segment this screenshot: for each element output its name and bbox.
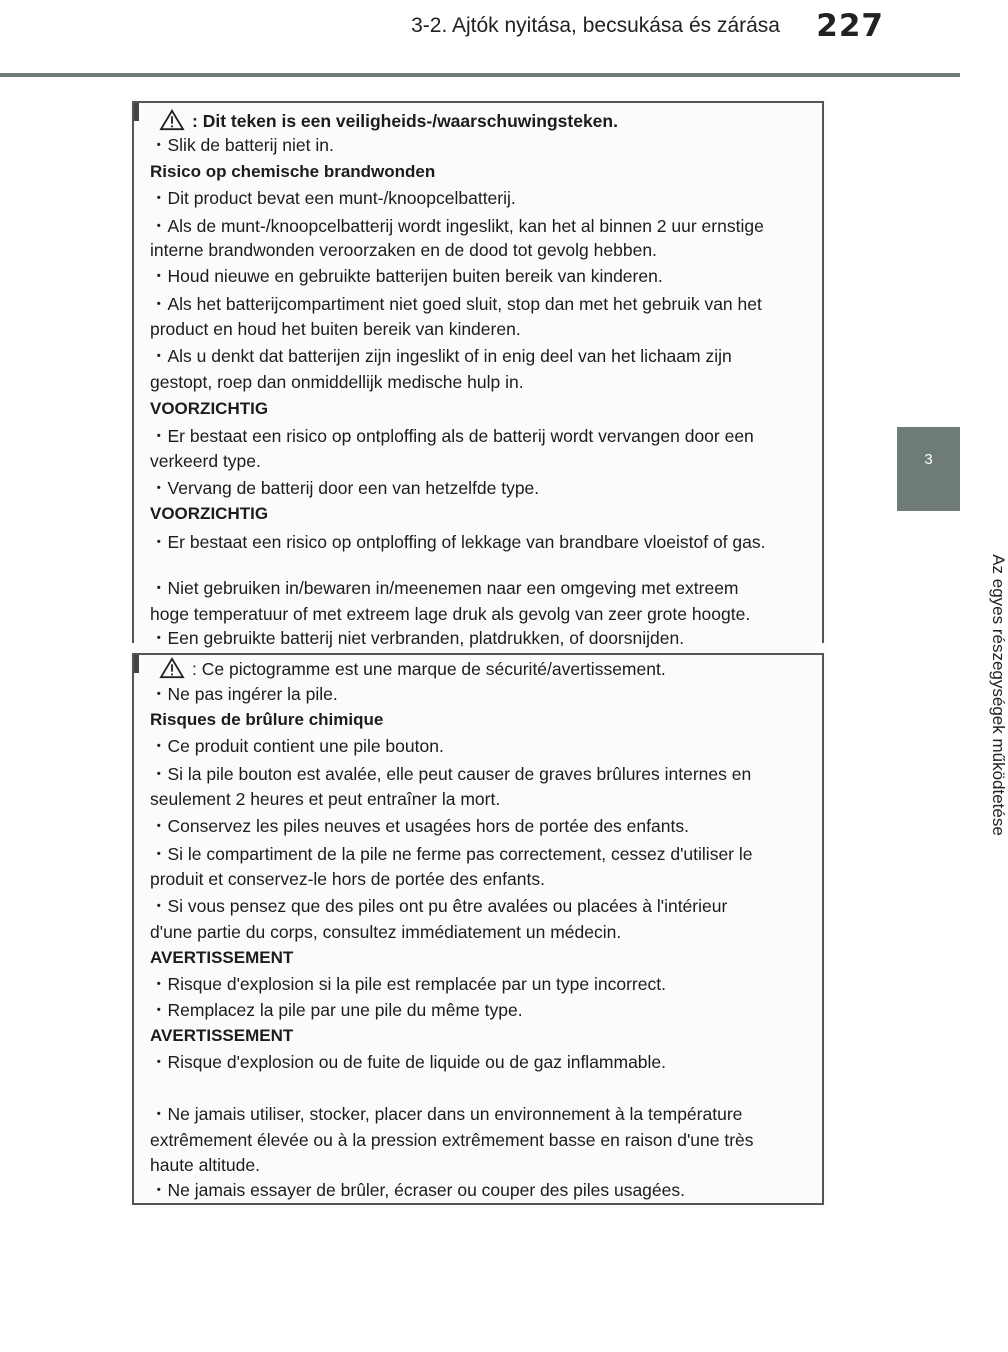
- symbol-line: [150, 657, 666, 680]
- page-number: 227: [816, 8, 884, 44]
- warning-heading: AVERTISSEMENT: [150, 948, 294, 967]
- text-line: ・Een gebruikte batterij niet verbranden, platdrukken, of doorsnijden.: [150, 628, 685, 648]
- text-line: ・Risque d'explosion si la pile est remplacée par un type incorrect.: [150, 974, 666, 994]
- panel-corner-mark: [134, 103, 139, 121]
- caution-heading: VOORZICHTIG: [150, 399, 269, 418]
- text-line: extrêmement élevée ou à la pression extrêmement basse en raison d'une très: [150, 1130, 754, 1150]
- warning-triangle-icon: [158, 657, 186, 679]
- text-line: ・Als de munt-/knoopcelbatterij wordt ingeslikt, kan het al binnen 2 uur ernstige: [150, 216, 764, 236]
- text-line: ・Houd nieuwe en gebruikte batterijen buiten bereik van kinderen.: [150, 266, 663, 286]
- text-line: ・Er bestaat een risico op ontploffing of lekkage van brandbare vloeistof of gas.: [150, 532, 766, 552]
- text-line: verkeerd type.: [150, 451, 261, 471]
- text-line: ・Si vous pensez que des piles ont pu être avalées ou placées à l'intérieur: [150, 896, 728, 916]
- text-line: interne brandwonden veroorzaken en de dood tot gevolg hebben.: [150, 240, 657, 260]
- text-line: ・Remplacez la pile par une pile du même type.: [150, 1000, 523, 1020]
- section-heading: Risico op chemische brandwonden: [150, 162, 436, 181]
- section-title: 3-2. Ajtók nyitása, becsukása és zárása: [411, 14, 780, 37]
- text-line: ・Niet gebruiken in/bewaren in/meenemen naar een omgeving met extreem: [150, 578, 739, 598]
- text-line: ・Als u denkt dat batterijen zijn ingeslikt of in enig deel van het lichaam zijn: [150, 346, 732, 366]
- text-line: ・Ce produit contient une pile bouton.: [150, 736, 444, 756]
- warning-heading: AVERTISSEMENT: [150, 1026, 294, 1045]
- text-line: product en houd het buiten bereik van kinderen.: [150, 319, 521, 339]
- dutch-warning-panel: [132, 101, 824, 648]
- text-line: ・Ne jamais essayer de brûler, écraser ou couper des piles usagées.: [150, 1180, 685, 1200]
- panel-corner-mark: [134, 655, 139, 673]
- section-heading: Risques de brûlure chimique: [150, 710, 384, 729]
- text-line: ・Conservez les piles neuves et usagées hors de portée des enfants.: [150, 816, 689, 836]
- caution-heading: VOORZICHTIG: [150, 504, 269, 523]
- symbol-description: : Dit teken is een veiligheids-/waarschuwingsteken.: [192, 111, 618, 131]
- chapter-tab[interactable]: [897, 427, 960, 511]
- symbol-line: [150, 109, 618, 132]
- text-line: ・Er bestaat een risico op ontploffing als de batterij wordt vervangen door een: [150, 426, 754, 446]
- symbol-description: : Ce pictogramme est une marque de sécurité/avertissement.: [192, 659, 666, 679]
- header-rule: [0, 73, 960, 77]
- text-line: haute altitude.: [150, 1155, 260, 1175]
- text-line: ・Slik de batterij niet in.: [150, 135, 334, 155]
- text-line: ・Als het batterijcompartiment niet goed sluit, stop dan met het gebruik van het: [150, 294, 762, 314]
- text-line: ・Risque d'explosion ou de fuite de liquide ou de gaz inflammable.: [150, 1052, 667, 1072]
- text-line: d'une partie du corps, consultez immédiatement un médecin.: [150, 922, 622, 942]
- text-line: hoge temperatuur of met extreem lage druk als gevolg van zeer grote hoogte.: [150, 604, 751, 624]
- text-line: ・Ne jamais utiliser, stocker, placer dans un environnement à la température: [150, 1104, 743, 1124]
- text-line: produit et conservez-le hors de portée des enfants.: [150, 869, 545, 889]
- text-line: ・Ne pas ingérer la pile.: [150, 684, 338, 704]
- text-line: ・Vervang de batterij door een van hetzelfde type.: [150, 478, 540, 498]
- text-line: ・Dit product bevat een munt-/knoopcelbatterij.: [150, 188, 516, 208]
- text-line: gestopt, roep dan onmiddellijk medische hulp in.: [150, 372, 524, 392]
- chapter-number: 3: [924, 451, 933, 468]
- text-line: ・Si le compartiment de la pile ne ferme pas correctement, cessez d'utiliser le: [150, 844, 753, 864]
- warning-triangle-icon: [158, 109, 186, 131]
- chapter-title: Az egyes részegységek működtetése: [989, 554, 1008, 836]
- french-warning-panel: [132, 653, 824, 1205]
- scanned-warning-label: [130, 97, 828, 1209]
- text-line: seulement 2 heures et peut entraîner la mort.: [150, 789, 501, 809]
- text-line: ・Si la pile bouton est avalée, elle peut causer de graves brûlures internes en: [150, 764, 752, 784]
